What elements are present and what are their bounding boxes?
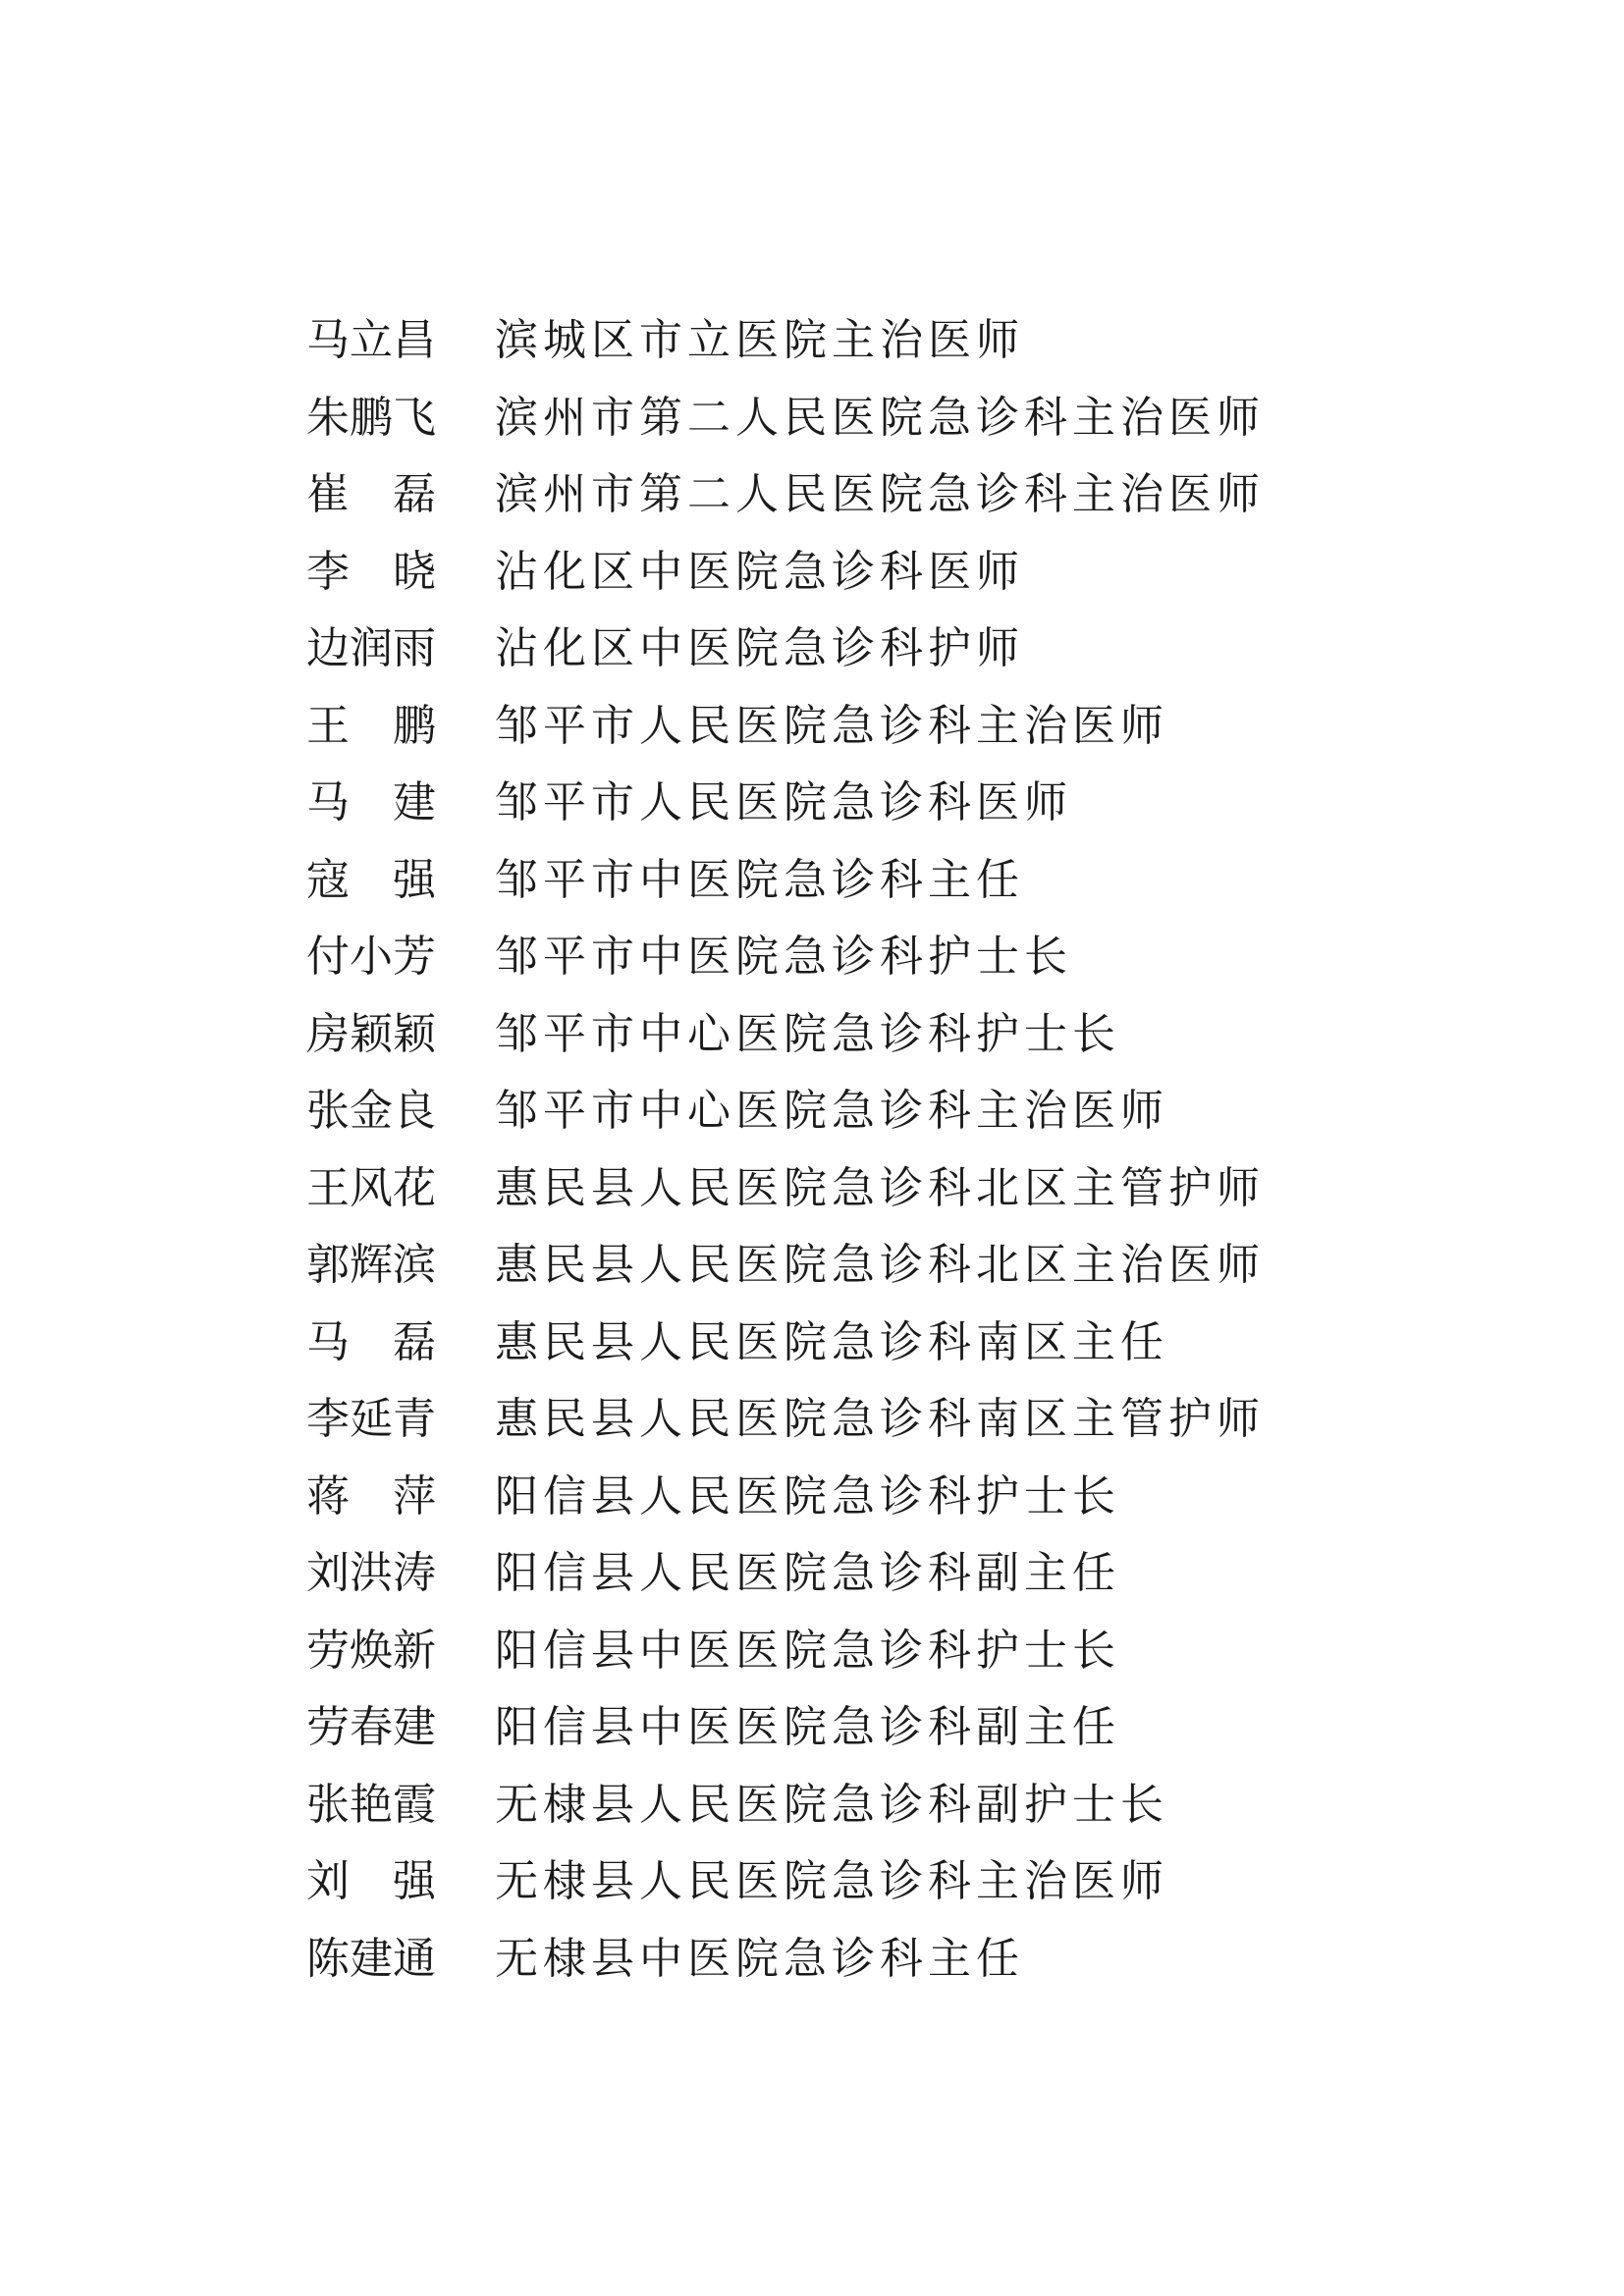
list-item [306,1073,1386,1150]
person-name: 马 磊 [306,1316,436,1367]
list-item [306,1535,1386,1613]
list-item [306,380,1386,457]
person-name: 刘 洪 涛 [306,1548,436,1599]
list-item [306,1689,1386,1767]
person-position: 沾化区中医院急诊科护师 [495,623,1024,674]
person-name: 陈 建 通 [306,1933,436,1984]
list-item [306,1767,1386,1844]
person-position: 惠民县人民医院急诊科南区主任 [495,1316,1168,1367]
person-name: 李 晓 [306,546,436,597]
person-name: 朱 鹏 飞 [306,392,436,443]
person-position: 惠民县人民医院急诊科南区主管护师 [495,1394,1265,1445]
person-position: 邹平市人民医院急诊科主治医师 [495,700,1168,751]
person-position: 邹平市中医院急诊科护士长 [495,932,1072,983]
list-item [306,765,1386,842]
list-item [306,1381,1386,1459]
person-position: 沾化区中医院急诊科医师 [495,546,1024,597]
list-item [306,1227,1386,1305]
person-position: 无棣县人民医院急诊科主治医师 [495,1856,1168,1907]
person-position: 邹平市中医院急诊科主任 [495,854,1024,905]
list-item [306,456,1386,534]
person-name: 劳 焕 新 [306,1625,436,1676]
person-position: 邹平市人民医院急诊科医师 [495,777,1072,828]
person-position: 无棣县人民医院急诊科副护士长 [495,1779,1168,1830]
person-name: 蒋 萍 [306,1470,436,1522]
person-position: 滨州市第二人民医院急诊科主治医师 [495,392,1265,443]
person-position: 惠民县人民医院急诊科北区主管护师 [495,1162,1265,1213]
person-position: 滨城区市立医院主治医师 [495,315,1024,366]
person-position: 阳信县中医医院急诊科副主任 [495,1702,1120,1753]
list-item [306,919,1386,996]
person-name: 郭 辉 滨 [306,1240,436,1291]
list-item [306,1459,1386,1536]
list-item [306,302,1386,380]
person-name: 边 润 雨 [306,623,436,674]
person-name: 寇 强 [306,854,436,905]
person-name: 张 艳 霞 [306,1779,436,1830]
list-item [306,996,1386,1074]
person-position: 阳信县中医医院急诊科护士长 [495,1625,1120,1676]
list-item [306,842,1386,920]
person-position: 惠民县人民医院急诊科北区主治医师 [495,1240,1265,1291]
person-name: 劳 春 建 [306,1702,436,1753]
person-position: 邹平市中心医院急诊科主治医师 [495,1086,1168,1137]
list-item [306,688,1386,766]
person-name: 张 金 良 [306,1086,436,1137]
list-item [306,1921,1386,1999]
person-name: 王 风 花 [306,1162,436,1213]
list-item [306,1305,1386,1382]
person-name: 付 小 芳 [306,932,436,983]
list-item [306,1843,1386,1921]
list-item [306,534,1386,612]
person-position: 阳信县人民医院急诊科护士长 [495,1470,1120,1522]
person-name: 马 立 昌 [306,315,436,366]
person-name: 王 鹏 [306,700,436,751]
person-name: 李 延 青 [306,1394,436,1445]
person-position: 邹平市中心医院急诊科护士长 [495,1008,1120,1059]
person-name: 马 建 [306,777,436,828]
person-position: 滨州市第二人民医院急诊科主治医师 [495,469,1265,520]
list-item [306,611,1386,688]
person-name: 崔 磊 [306,469,436,520]
personnel-list [306,302,1386,1998]
list-item [306,1150,1386,1228]
person-name: 刘 强 [306,1856,436,1907]
person-position: 无棣县中医院急诊科主任 [495,1933,1024,1984]
person-position: 阳信县人民医院急诊科副主任 [495,1548,1120,1599]
person-name: 房 颖 颖 [306,1008,436,1059]
list-item [306,1613,1386,1690]
